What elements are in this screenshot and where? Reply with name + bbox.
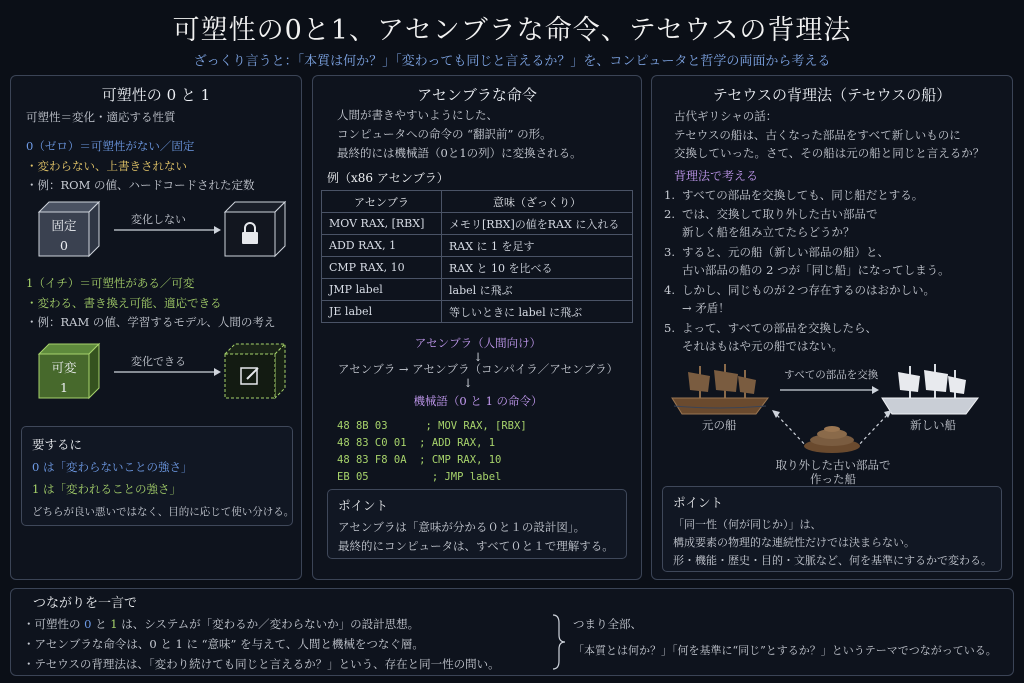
table-cell: CMP RAX, 10 [322, 257, 442, 279]
table-header: 意味（ざっくり） [442, 191, 633, 213]
point-title: ポイント [673, 495, 724, 510]
summary-title: 要するに [32, 437, 83, 452]
table-row [322, 213, 633, 235]
brace-icon [551, 613, 567, 671]
reasoning-title: 背理法で考える [674, 169, 759, 183]
step-text: すべての部品を交換しても、同じ船だとする。 [682, 188, 924, 202]
footer-conclusion-1: つまり全部、 [573, 617, 642, 631]
zero-bullet-1: ・変わらない、上書きされない [26, 159, 187, 173]
table-row [322, 257, 633, 279]
table-cell: JE label [322, 301, 442, 323]
assembler-heading: アセンブラな命令 [417, 86, 537, 104]
story-line-1: テセウスの船は、古くなった部品をすべて新しいものに [674, 128, 961, 142]
footer-one: 1 [110, 617, 118, 631]
table-cell: ADD RAX, 1 [322, 235, 442, 257]
step-number: 1. [664, 188, 675, 202]
footer-heading: つながりを一言で [33, 596, 138, 611]
one-bullet-1: ・変わる、書き換え可能、適応できる [26, 296, 222, 310]
zero-title: 0（ゼロ）＝可塑性がない／固定 [26, 139, 195, 153]
point-line-1: 「同一性（何が同じか）」は、 [673, 518, 822, 531]
table-cell: RAX と 10 を比べる [442, 257, 633, 279]
flow-step-2: アセンブラ → アセンブラ（コンパイラ／アセンブラ） [337, 362, 619, 376]
step-text-cont: それはもはや元の船ではない。 [682, 339, 843, 353]
assembler-panel [312, 75, 642, 580]
zero-bullet-2: ・例：ROM の値、ハードコードされた定数 [26, 178, 255, 192]
step-text: すると、元の船（新しい部品の船）と、 [682, 245, 889, 259]
table-header: アセンブラ [322, 191, 442, 213]
table-cell: 等しいときに label に飛ぶ [442, 301, 633, 323]
machine-code-line: EB 05 ; JMP label [337, 471, 502, 483]
replace-all-label: すべての部品を交換 [784, 369, 879, 381]
table-cell: label に飛ぶ [442, 279, 633, 301]
assembler-intro-2: コンピュータへの命令の “翻訳前” の形。 [337, 127, 552, 141]
old-ship-label: 元の船 [702, 418, 737, 432]
arrow-right-icon [780, 384, 880, 396]
step-number: 5. [664, 321, 675, 335]
point-title: ポイント [338, 498, 389, 513]
footer-line-1 [23, 619, 419, 631]
footer-conclusion-2: 「本質とは何か？」「何を基準に“同じ”とするか？」というテーマでつながっている。 [573, 644, 997, 657]
table-row [322, 235, 633, 257]
footer-line-3: ・テセウスの背理法は、「変わり続けても同じと言えるか？」という、存在と同一性の問い。 [23, 657, 500, 671]
arrow-right-icon [114, 224, 222, 236]
table-cell: JMP label [322, 279, 442, 301]
no-change-label: 変化しない [131, 213, 186, 226]
machine-code-line: 48 83 F8 0A ; CMP RAX, 10 [337, 454, 502, 466]
old-parts-pile-icon [802, 420, 862, 454]
footer-text: と [91, 617, 111, 631]
flow-step-1: アセンブラ（人間向け） [414, 336, 542, 350]
step-text: しかし、同じものが２つ存在するのはおかしい。 [682, 283, 935, 297]
machine-code-line: 48 83 C0 01 ; ADD RAX, 1 [337, 437, 496, 449]
parts-ship-label-1: 取り外した古い部品で [775, 458, 891, 472]
one-bullet-2: ・例：RAM の値、学習するモデル、人間の考え [26, 315, 276, 329]
step-number: 3. [664, 245, 675, 259]
edit-cube-icon [223, 342, 287, 400]
footer-text: は、システムが「変わるか／変わらないか」の設計思想。 [117, 617, 420, 631]
lock-cube-icon [223, 200, 287, 258]
parts-ship-label-2: 作った船 [810, 472, 856, 486]
theseus-heading: テセウスの背理法（テセウスの船） [712, 86, 952, 104]
table-cell: メモリ[RBX]の値をRAX に入れる [442, 213, 633, 235]
step-text: では、交換して取り外した古い部品で [682, 207, 878, 221]
page-subtitle: ざっくり言うと：「本質は何か？」「変わっても同じと言えるか？」を、コンピュータと哲学の両面から考える [193, 54, 831, 69]
footer-zero: 0 [84, 617, 92, 631]
summary-footer [10, 588, 1014, 676]
point-line-1: アセンブラは「意味が分かる０と１の設計図」。 [338, 520, 586, 534]
variable-number: 1 [60, 380, 68, 395]
plasticity-definition: 可塑性＝変化・適応する性質 [26, 110, 176, 124]
new-ship-label: 新しい船 [910, 418, 956, 432]
point-line-2: 最終的にコンピュータは、すべて０と１で理解する。 [338, 539, 614, 553]
point-line-2: 構成要素の物理的な連続性だけでは決まらない。 [673, 536, 915, 549]
summary-one: 1 は「変われることの強さ」 [32, 482, 181, 496]
one-title: 1（イチ）＝可塑性がある／可変 [26, 276, 195, 290]
flow-step-3: 機械語（0 と 1 の命令） [413, 394, 543, 408]
assembler-intro-1: 人間が書きやすいようにした、 [337, 108, 498, 122]
assembler-intro-3: 最終的には機械語（0と1の列）に変換される。 [337, 146, 582, 160]
step-number: 4. [664, 283, 675, 297]
theseus-panel [651, 75, 1013, 580]
plasticity-panel [10, 75, 302, 580]
example-label: 例（x86 アセンブラ） [327, 171, 449, 185]
assembler-table [321, 190, 633, 323]
table-cell: RAX に 1 を足す [442, 235, 633, 257]
fixed-label: 固定 [51, 218, 77, 233]
theseus-point-box [662, 486, 1002, 572]
can-change-label: 変化できる [131, 355, 186, 368]
assembler-point-box [327, 489, 627, 559]
plasticity-heading: 可塑性の 0 と 1 [101, 86, 211, 104]
fixed-number: 0 [60, 238, 68, 253]
step-text-cont: 新しく船を組み立てたらどうか？ [682, 225, 855, 239]
table-row [322, 301, 633, 323]
page-title: 可塑性の0と1、アセンブラな命令、テセウスの背理法 [172, 15, 852, 46]
arrow-down-icon: ↓ [463, 376, 473, 390]
step-text: よって、すべての部品を交換したら、 [682, 321, 878, 335]
summary-zero: 0 は「変わらないことの強さ」 [32, 460, 193, 474]
variable-label: 可変 [51, 360, 77, 375]
table-row [322, 279, 633, 301]
footer-line-2: ・アセンブラな命令は、0 と 1 に “意味” を与えて、人間と機械をつなぐ層。 [23, 637, 424, 651]
footer-text: ・可塑性の [23, 617, 85, 631]
step-text-cont: 古い部品の船の 2 つが「同じ船」になってしまう。 [682, 263, 950, 277]
story-line-2: 交換していった。さて、その船は元の船と同じと言えるか？ [674, 146, 985, 160]
story-title: 古代ギリシャの話： [674, 109, 778, 123]
step-text-cont: → 矛盾！ [682, 301, 730, 315]
arrow-down-icon: ↓ [473, 350, 483, 364]
point-line-3: 形・機能・歴史・目的・文脈など、何を基準にするかで変わる。 [673, 554, 992, 567]
table-cell: MOV RAX, [RBX] [322, 213, 442, 235]
arrow-right-icon [114, 366, 222, 378]
step-number: 2. [664, 207, 675, 221]
summary-box [21, 426, 293, 526]
summary-note: どちらが良い悪いではなく、目的に応じて使い分ける。 [32, 506, 295, 518]
old-ship-icon [670, 360, 770, 418]
machine-code-line: 48 8B 03 ; MOV RAX, [RBX] [337, 420, 527, 432]
